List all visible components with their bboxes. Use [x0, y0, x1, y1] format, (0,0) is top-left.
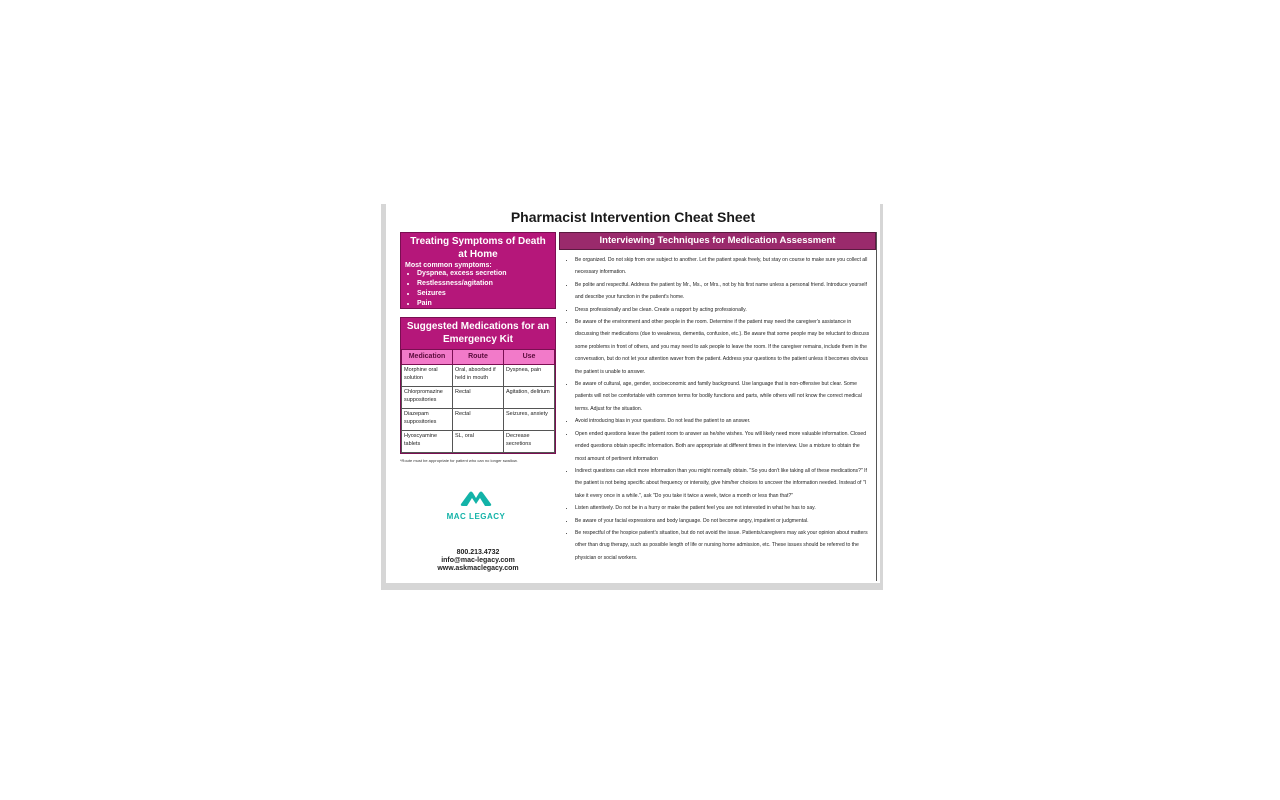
- column-header-medication: Medication: [402, 350, 453, 365]
- route-cell: Oral, absorbed if held in mouth: [453, 365, 504, 387]
- symptoms-heading: Treating Symptoms of Death at Home: [410, 236, 546, 260]
- route-cell: Rectal: [453, 409, 504, 431]
- use-cell: Decrease secretions: [504, 431, 555, 453]
- symptoms-subheading: Most common symptoms:: [405, 262, 492, 269]
- contact-phone: 800.213.4732: [456, 549, 500, 556]
- use-cell: Seizures, anxiety: [504, 409, 555, 431]
- medications-heading: Suggested Medications for an Emergency Kit: [401, 318, 555, 349]
- route-cell: SL, oral: [453, 431, 504, 453]
- route-footnote: *Route must be appropriate for patient who can no longer swallow.: [400, 458, 518, 463]
- document-title: Pharmacist Intervention Cheat Sheet: [510, 209, 756, 225]
- list-item: • Be polite and respectful. Address the patient by Mr., Ms., or Mrs., not by his first name unless a personal friend. Introduce yourself and describe your function in the patient's home.: [575, 279, 872, 304]
- symptom-item: • Pain: [417, 299, 551, 309]
- list-item: • Listen attentively. Do not be in a hurry or make the patient feel you are not interested in what he has to say.: [575, 502, 872, 514]
- symptom-item: • Restlessness/agitation: [417, 279, 551, 289]
- column-header-use: Use: [504, 350, 555, 365]
- mac-legacy-logo-icon: [459, 490, 493, 506]
- list-item: • Be aware of cultural, age, gender, socioeconomic and family background. Use language that is non-offensive but clear. Some patients will not be comfortable with common terms for bodily functions and parts, while others will not know the correct medical terms. Adjust for the situation.: [575, 378, 872, 415]
- medication-cell: Hyoscyamine tablets: [402, 431, 453, 453]
- medication-cell: Diazepam suppositories: [402, 409, 453, 431]
- medication-cell: Morphine oral solution: [402, 365, 453, 387]
- use-cell: Agitation, delirium: [504, 387, 555, 409]
- list-item: • Open ended questions leave the patient room to answer as he/she wishes. You will likely need more valuable information. Closed ended questions obtain specific information. Both are appropriate at different times in the interview. Use a mixture to obtain the most amount of pertinent information: [575, 428, 872, 465]
- contact-block: [400, 549, 556, 573]
- use-cell: Dyspnea, pain: [504, 365, 555, 387]
- list-item: • Be aware of your facial expressions and body language. Do not become angry, impatient or judgmental.: [575, 515, 872, 527]
- medications-box: [400, 317, 556, 454]
- route-cell: Rectal: [453, 387, 504, 409]
- table-row: [402, 409, 555, 431]
- table-row: [402, 431, 555, 453]
- interview-tips-list: [559, 254, 876, 564]
- list-item: • Be organized. Do not skip from one subject to another. Let the patient speak freely, but stay on course to make sure you collect all necessary information.: [575, 254, 872, 279]
- list-item: • Be aware of the environment and other people in the room. Determine if the patient may need the caregiver's assistance in discussing their medications (due to weakness, dementia, confusion, etc.). Be aware that some people may be reluctant to discuss some problems in front of others, and you may need to ask people to leave the room. If the caregiver remains, include them in the conversation, but do not let your attention waver from the patient. Address your questions to the patient unless it becomes obvious the patient is unable to answer.: [575, 316, 872, 378]
- cheat-sheet-document: [386, 201, 880, 583]
- table-row: [402, 387, 555, 409]
- symptoms-box: [400, 232, 556, 309]
- contact-email[interactable]: info@mac-legacy.com: [441, 557, 515, 564]
- symptom-item: • Dyspnea, excess secretion: [417, 269, 551, 279]
- interview-column: [559, 232, 877, 581]
- list-item: • Avoid introducing bias in your questions. Do not lead the patient to an answer.: [575, 415, 872, 427]
- medications-table: [401, 349, 555, 453]
- logo-text: MAC LEGACY: [446, 512, 506, 521]
- medication-cell: Chlorpromazine suppositories: [402, 387, 453, 409]
- interview-heading: Interviewing Techniques for Medication Assessment: [559, 232, 876, 250]
- list-item: • Be respectful of the hospice patient's situation, but do not avoid the issue. Patients/caregivers may ask your opinion about matters other than drug therapy, such as possible length of life or nursing home admission, etc. These issues should be referred to the physician or social workers.: [575, 527, 872, 564]
- symptoms-list: [405, 269, 551, 309]
- symptom-item: • Seizures: [417, 289, 551, 299]
- contact-website[interactable]: www.askmaclegacy.com: [437, 565, 519, 572]
- list-item: • Dress professionally and be clean. Create a rapport by acting professionally.: [575, 304, 872, 316]
- list-item: • Indirect questions can elicit more information than you might normally obtain. "So you don't like taking all of these medications?" If the patient is not being specific about frequency or intensity, give him/her choices to uncover the information needed. Instead of "I take it every once in a while.", ask "Do you take it twice a week, twice a month or less than that?": [575, 465, 872, 502]
- column-header-route: Route: [453, 350, 504, 365]
- mac-legacy-logo: [441, 490, 511, 521]
- table-row: [402, 365, 555, 387]
- left-column: [400, 232, 556, 463]
